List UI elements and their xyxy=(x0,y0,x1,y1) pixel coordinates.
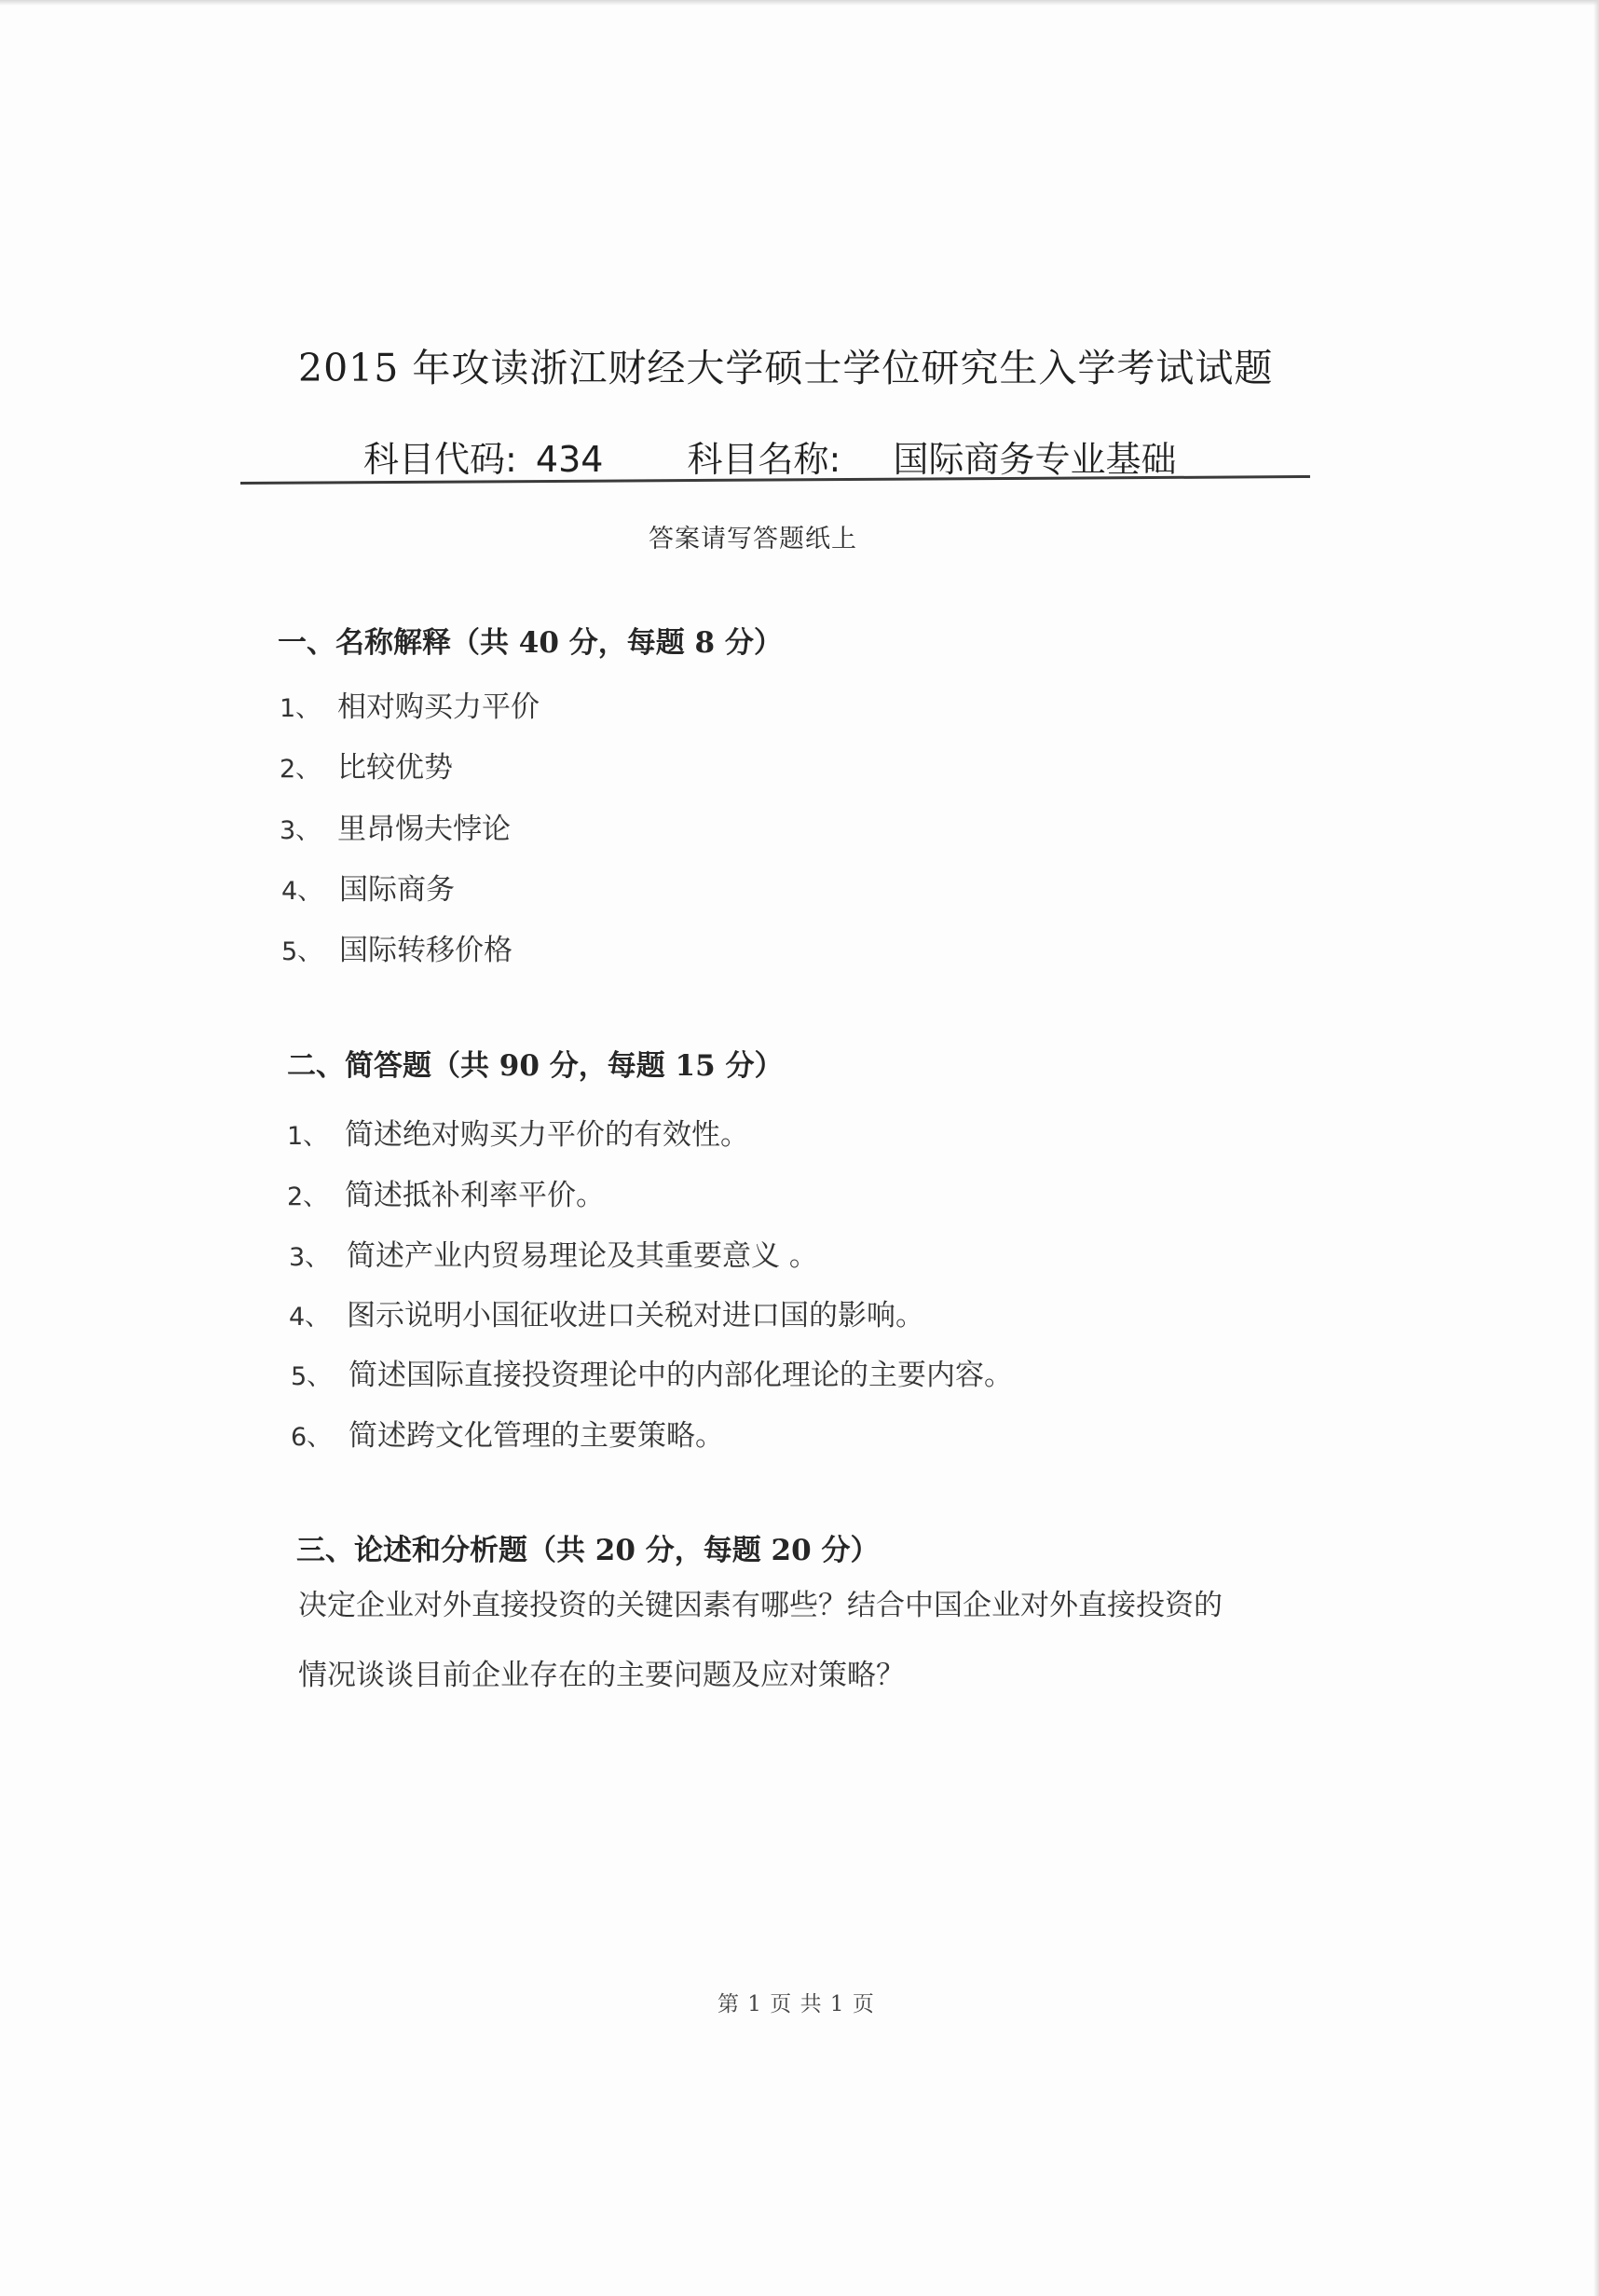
item-number: 4、 xyxy=(281,877,323,906)
item-number: 3、 xyxy=(280,816,321,845)
item-text: 国际转移价格 xyxy=(339,934,512,967)
section-3-question-line: 决定企业对外直接投资的关键因素有哪些？结合中国企业对外直接投资的 xyxy=(298,1589,1223,1622)
section-2-item xyxy=(291,1351,1013,1393)
scan-edge-top xyxy=(0,0,1599,6)
item-text: 国际商务 xyxy=(339,873,455,907)
item-number: 1、 xyxy=(280,694,321,723)
section-1-item xyxy=(281,866,455,908)
item-number: 3、 xyxy=(289,1243,331,1272)
subject-name-value: 国际商务专业基础 xyxy=(893,439,1177,480)
section-2-item xyxy=(289,1292,924,1333)
item-number: 1、 xyxy=(287,1122,329,1151)
item-number: 5、 xyxy=(291,1362,333,1391)
item-number: 6、 xyxy=(291,1423,333,1452)
section-2-item xyxy=(289,1232,818,1274)
item-text: 简述国际直接投资理论中的内部化理论的主要内容。 xyxy=(348,1359,1013,1392)
item-number: 2、 xyxy=(287,1182,329,1211)
section-3-heading: 三、论述和分析题（共 20 分，每题 20 分） xyxy=(296,1534,880,1567)
scan-edge-right xyxy=(1593,0,1599,2296)
item-text: 简述产业内贸易理论及其重要意义 。 xyxy=(347,1239,818,1273)
subject-code-value: 434 xyxy=(535,439,604,480)
section-1-item xyxy=(280,805,511,847)
section-1-item xyxy=(280,744,453,786)
page-number-footer: 第 1 页 共 1 页 xyxy=(718,1992,875,2016)
subject-name-label: 科目名称: xyxy=(687,439,841,480)
section-2-item xyxy=(287,1171,605,1213)
section-1-item xyxy=(281,926,512,968)
item-text: 简述抵补利率平价。 xyxy=(345,1179,605,1212)
item-number: 5、 xyxy=(281,937,323,966)
answer-instruction: 答案请写答题纸上 xyxy=(649,525,857,554)
item-text: 比较优势 xyxy=(337,751,453,785)
subject-code-label: 科目代码: xyxy=(363,439,517,480)
item-number: 4、 xyxy=(289,1303,331,1332)
section-3-question-line: 情况谈谈目前企业存在的主要问题及应对策略？ xyxy=(298,1659,905,1692)
item-text: 简述绝对购买力平价的有效性。 xyxy=(345,1118,749,1152)
item-text: 里昂惕夫悖论 xyxy=(337,813,511,846)
section-1-heading: 一、名称解释（共 40 分，每题 8 分） xyxy=(278,626,783,660)
item-text: 简述跨文化管理的主要策略。 xyxy=(348,1419,724,1453)
section-1-item xyxy=(280,683,540,725)
section-2-heading: 二、简答题（共 90 分，每题 15 分） xyxy=(287,1049,784,1083)
item-text: 相对购买力平价 xyxy=(337,690,540,724)
section-2-item xyxy=(287,1111,749,1153)
exam-title: 2015 年攻读浙江财经大学硕士学位研究生入学考试试题 xyxy=(298,346,1274,390)
item-text: 图示说明小国征收进口关税对进口国的影响。 xyxy=(347,1299,924,1332)
item-number: 2、 xyxy=(280,755,321,784)
section-2-item xyxy=(291,1412,724,1454)
subject-line xyxy=(363,430,1176,482)
